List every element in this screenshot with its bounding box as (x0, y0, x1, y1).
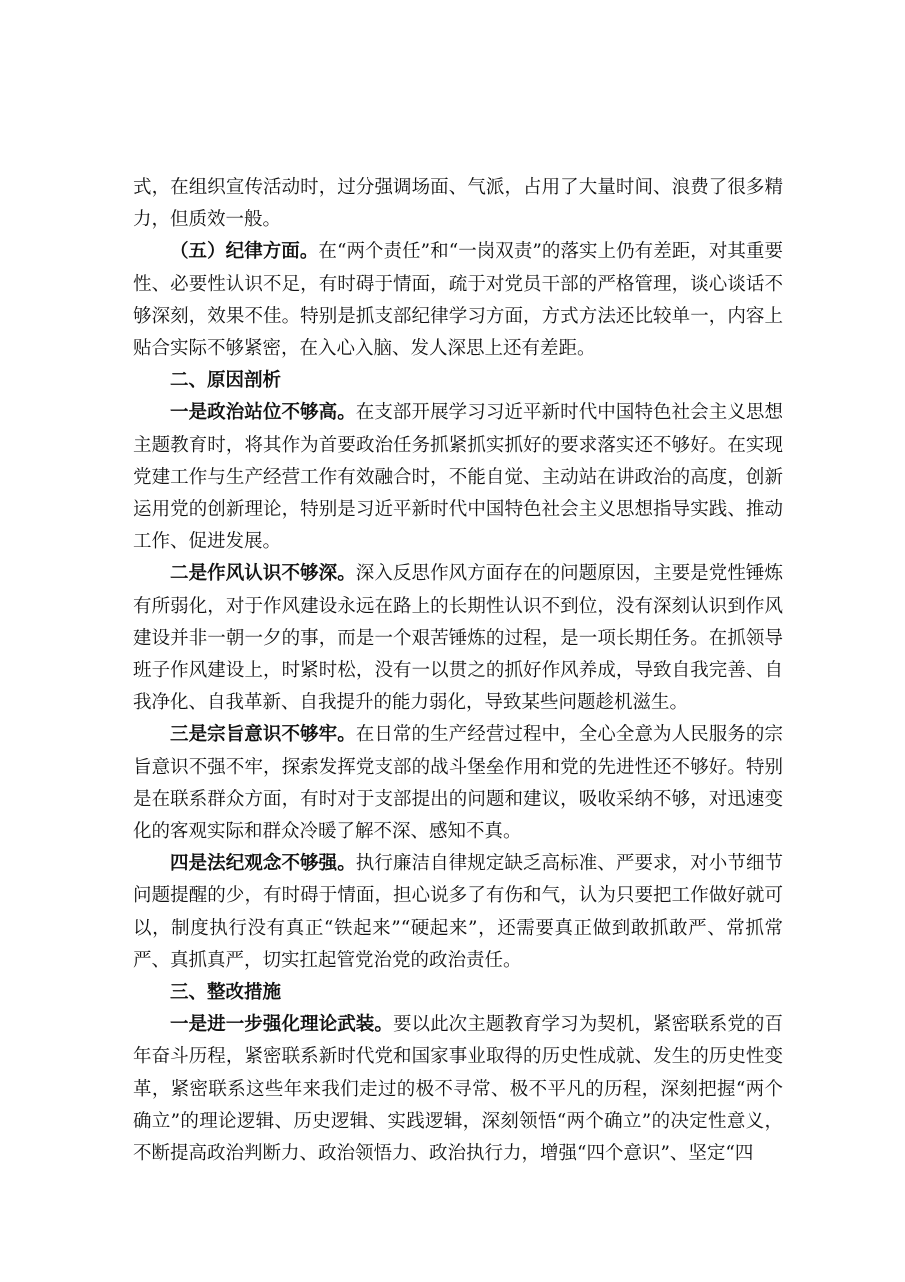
paragraph-work-style (133, 558, 783, 719)
paragraph-text: 在日常的生产经营过程中，全心全意为人民服务的宗旨意识不强不牢，探索发挥党支部的战斗堡垒作用和党的先进性还不够好。特别是在联系群众方面，有时对于支部提出的问题和建议，吸收采纳不够，对迅速变化的客观实际和群众冷暖了解不深、感知不真。 (133, 724, 783, 843)
paragraph-text: 要以此次主题教育学习为契机，紧密联系党的百年奋斗历程，紧密联系新时代党和国家事业取得的历史性成就、发生的历史性变革，紧密联系这些年来我们走过的极不寻常、极不平凡的历程，深刻把握“两个确立”的理论逻辑、历史逻辑、实践逻辑，深刻领悟“两个确立”的决定性意义，不断提高政治判断力、政治领悟力、政治执行力，增强“四个意识”、坚定“四 (133, 1014, 783, 1165)
paragraph-theory-armament (133, 1009, 783, 1170)
paragraph-lead: 二是作风认识不够深。 (170, 563, 356, 585)
section-heading-cause-analysis: 二、原因剖析 (170, 370, 282, 392)
paragraph-text: 深入反思作风方面存在的问题原因，主要是党性锤炼有所弱化，对于作风建设永远在路上的长期性认识不到位，没有深刻认识到作风建设并非一朝一夕的事，而是一个艰苦锤炼的过程，是一项长期任务。在抓领导班子作风建设上，时紧时松，没有一以贯之的抓好作风养成，导致自我完善、自我净化、自我革新、自我提升的能力弱化，导致某些问题趁机滋生。 (133, 563, 783, 714)
paragraph-text: 在支部开展学习习近平新时代中国特色社会主义思想主题教育时，将其作为首要政治任务抓紧抓实抓好的要求落实还不够好。在实现党建工作与生产经营工作有效融合时，不能自觉、主动站在讲政治的高度，创新运用党的创新理论，特别是习近平新时代中国特色社会主义思想指导实践、推动工作、促进发展。 (133, 402, 783, 553)
paragraph-continuation (133, 172, 783, 236)
paragraph-lead: 四是法纪观念不够强。 (170, 853, 356, 875)
paragraph-political-stance (133, 397, 783, 558)
paragraph-lead: （五）纪律方面。 (170, 241, 319, 263)
paragraph-text: 执行廉洁自律规定缺乏高标准、严要求，对小节细节问题提醒的少，有时碍于情面，担心说多了有伤和气，认为只要把工作做好就可以，制度执行没有真正“铁起来”“硬起来”，还需要真正做到敢抓敢严、常抓常严、真抓真严，切实扛起管党治党的政治责任。 (133, 853, 783, 971)
paragraph-discipline (133, 236, 783, 365)
paragraph-law-discipline (133, 848, 783, 977)
paragraph-purpose-awareness (133, 719, 783, 848)
section-heading-rectification: 三、整改措施 (170, 982, 282, 1004)
paragraph-text: 式，在组织宣传活动时，过分强调场面、气派，占用了大量时间、浪费了很多精力，但质效一般。 (133, 177, 783, 231)
document-body (133, 172, 783, 1170)
paragraph-lead: 三是宗旨意识不够牢。 (170, 724, 356, 746)
paragraph-text: 在“两个责任”和“一岗双责”的落实上仍有差距，对其重要性、必要性认识不足，有时碍于情面，疏于对党员干部的严格管理，谈心谈话不够深刻，效果不佳。特别是抓支部纪律学习方面，方式方法还比较单一，内容上贴合实际不够紧密，在入心入脑、发人深思上还有差距。 (133, 241, 783, 360)
paragraph-lead: 一是进一步强化理论武装。 (170, 1014, 393, 1036)
paragraph-lead: 一是政治站位不够高。 (170, 402, 356, 424)
